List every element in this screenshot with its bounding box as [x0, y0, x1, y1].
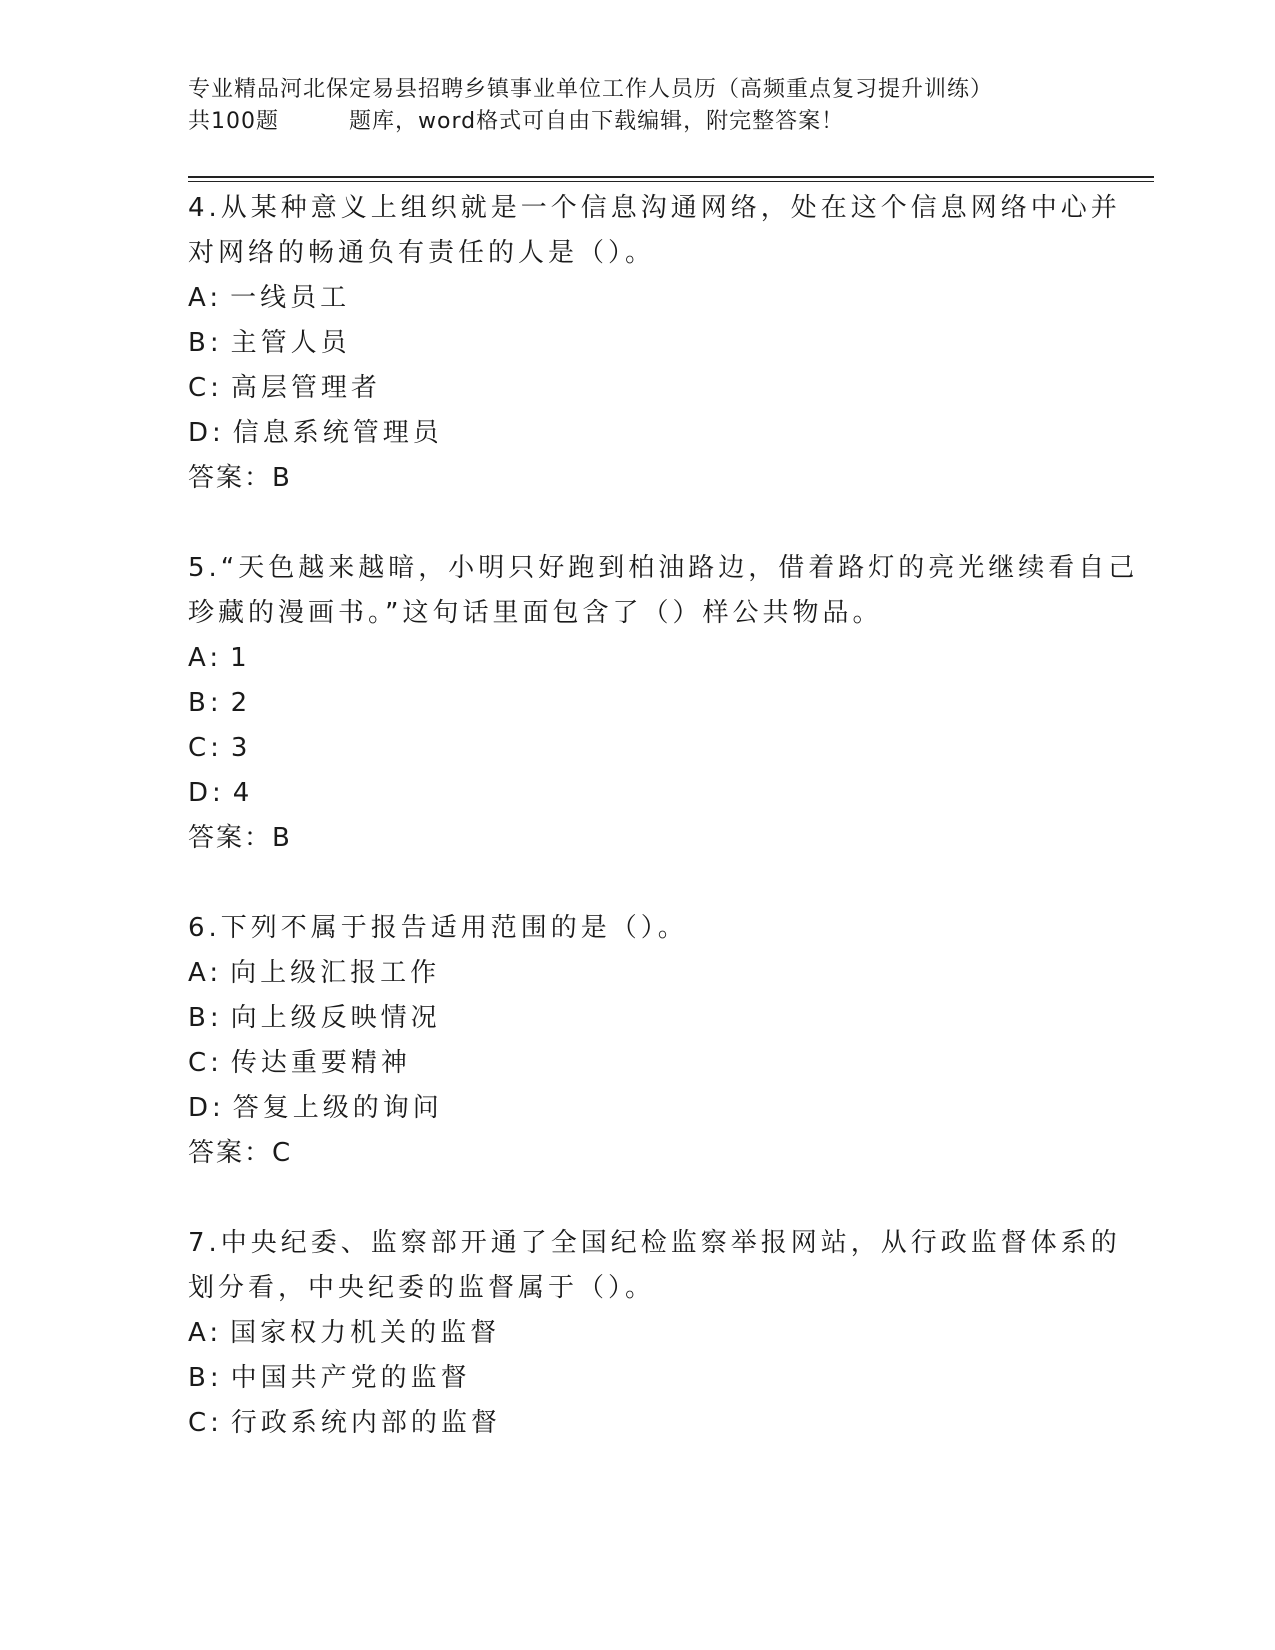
question-stem: 5.“天色越来越暗，小明只好跑到柏油路边，借着路灯的亮光继续看自己珍藏的漫画书。”这句话里面包含了（）样公共物品。	[188, 553, 1139, 628]
answer-line: 答案：B	[188, 823, 292, 853]
header-divider-top	[188, 176, 1154, 178]
option-label: C:	[188, 373, 223, 403]
option-label: B:	[188, 328, 223, 358]
option-d	[188, 771, 1148, 816]
option-text: 向上级汇报工作	[230, 958, 441, 988]
option-label: A:	[188, 958, 223, 988]
header-note: 题库，word格式可自由下载编辑，附完整答案！	[349, 109, 845, 134]
option-label: D:	[188, 778, 225, 808]
option-label: D:	[188, 1093, 225, 1123]
option-c	[188, 726, 1148, 771]
option-text: 一线员工	[230, 283, 351, 313]
option-text: 2	[230, 688, 252, 718]
document-header	[188, 74, 1088, 138]
option-d	[188, 1086, 1148, 1131]
question-5	[188, 546, 1148, 906]
option-a	[188, 636, 1148, 681]
question-4	[188, 186, 1148, 546]
option-text: 行政系统内部的监督	[230, 1408, 501, 1438]
option-text: 4	[232, 778, 254, 808]
option-text: 信息系统管理员	[232, 418, 443, 448]
option-label: B:	[188, 1003, 223, 1033]
answer-line: 答案：C	[188, 1138, 293, 1168]
option-d	[188, 411, 1148, 456]
option-b	[188, 321, 1148, 366]
option-text: 主管人员	[230, 328, 351, 358]
option-b	[188, 681, 1148, 726]
option-text: 高层管理者	[230, 373, 381, 403]
option-b	[188, 996, 1148, 1041]
option-text: 3	[230, 733, 252, 763]
option-c	[188, 366, 1148, 411]
option-text: 中国共产党的监督	[230, 1363, 471, 1393]
option-label: A:	[188, 283, 223, 313]
option-text: 1	[230, 643, 251, 673]
question-stem: 4.从某种意义上组织就是一个信息沟通网络，处在这个信息网络中心并对网络的畅通负有责任的人是（）。	[188, 193, 1121, 268]
question-stem: 7.中央纪委、监察部开通了全国纪检监察举报网站，从行政监督体系的划分看，中央纪委的监督属于（）。	[188, 1228, 1121, 1303]
option-label: C:	[188, 733, 223, 763]
answer-line: 答案：B	[188, 463, 292, 493]
option-b	[188, 1356, 1148, 1401]
option-label: D:	[188, 418, 225, 448]
option-a	[188, 951, 1148, 996]
option-label: C:	[188, 1408, 223, 1438]
question-list	[188, 186, 1148, 1446]
option-label: A:	[188, 1318, 223, 1348]
question-7	[188, 1221, 1148, 1446]
option-text: 答复上级的询问	[232, 1093, 443, 1123]
option-a	[188, 276, 1148, 321]
option-label: B:	[188, 1363, 223, 1393]
header-title: 专业精品河北保定易县招聘乡镇事业单位工作人员历（高频重点复习提升训练）	[188, 77, 994, 102]
option-c	[188, 1401, 1148, 1446]
header-subtitle	[188, 106, 1088, 138]
option-label: C:	[188, 1048, 223, 1078]
option-a	[188, 1311, 1148, 1356]
option-c	[188, 1041, 1148, 1086]
question-stem: 6.下列不属于报告适用范围的是（）。	[188, 913, 688, 943]
question-6	[188, 906, 1148, 1221]
option-label: A:	[188, 643, 223, 673]
option-label: B:	[188, 688, 223, 718]
option-text: 传达重要精神	[230, 1048, 411, 1078]
option-text: 国家权力机关的监督	[230, 1318, 501, 1348]
question-count: 共100题	[188, 109, 279, 134]
header-divider-bottom	[188, 181, 1154, 182]
option-text: 向上级反映情况	[230, 1003, 441, 1033]
